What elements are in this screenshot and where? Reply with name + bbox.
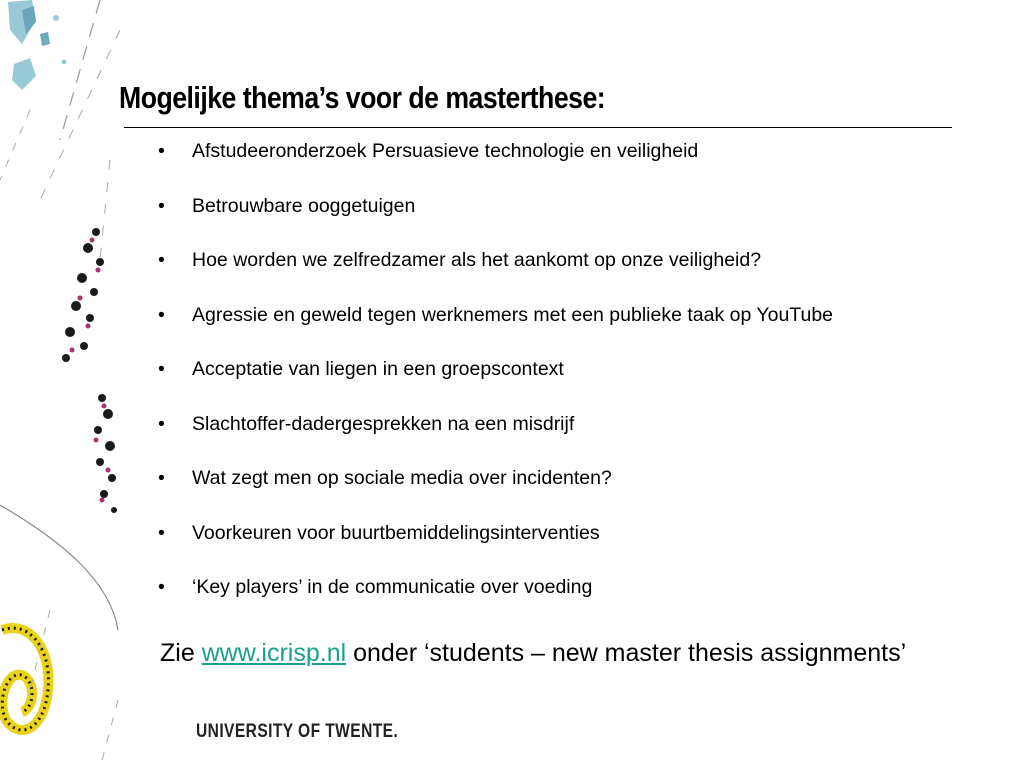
- list-item: [158, 301, 833, 356]
- bullet-icon: •: [158, 303, 165, 326]
- icrisp-link[interactable]: www.icrisp.nl: [201, 639, 347, 667]
- list-item-text: Wat zegt men op sociale media over incidenten?: [192, 467, 612, 489]
- list-item: [158, 246, 833, 301]
- list-item-text: Hoe worden we zelfredzamer als het aankomt op onze veiligheid?: [192, 249, 762, 271]
- list-item-text: Afstudeeronderzoek Persuasieve technologie en veiligheid: [192, 140, 699, 162]
- list-item: [158, 573, 833, 628]
- list-item-text: Voorkeuren voor buurtbemiddelingsinterventies: [192, 521, 600, 544]
- bullet-icon: •: [158, 249, 165, 271]
- bullet-icon: •: [158, 140, 165, 162]
- list-item: [158, 464, 833, 519]
- list-item: [158, 410, 833, 465]
- list-item-text: ‘Key players’ in de communicatie over voeding: [192, 576, 593, 598]
- list-item: [158, 192, 833, 247]
- footer-note: [160, 636, 920, 670]
- list-item-text: Acceptatie van liegen in een groepscontext: [192, 358, 564, 380]
- university-logo: UNIVERSITY OF TWENTE.: [196, 721, 399, 742]
- bullet-icon: •: [158, 576, 165, 598]
- bullet-icon: •: [158, 467, 165, 489]
- title-divider: [124, 127, 952, 128]
- bullet-icon: •: [158, 194, 165, 217]
- decorative-background-art: [0, 0, 130, 768]
- bullet-icon: •: [158, 358, 165, 380]
- list-item: [158, 137, 833, 192]
- list-item-text: Betrouwbare ooggetuigen: [192, 194, 416, 217]
- theme-list: [158, 137, 833, 628]
- list-item: [158, 519, 833, 574]
- list-item-text: Slachtoffer-dadergesprekken na een misdrijf: [192, 412, 575, 435]
- bullet-icon: •: [158, 412, 165, 435]
- bullet-icon: •: [158, 521, 165, 544]
- list-item: [158, 355, 833, 410]
- slide-title: Mogelijke thema’s voor de masterthese:: [119, 80, 606, 115]
- footer-prefix: Zie: [160, 639, 202, 667]
- list-item-text: Agressie en geweld tegen werknemers met een publieke taak op YouTube: [192, 303, 834, 326]
- footer-suffix: onder ‘students – new master thesis assignments’: [346, 639, 907, 667]
